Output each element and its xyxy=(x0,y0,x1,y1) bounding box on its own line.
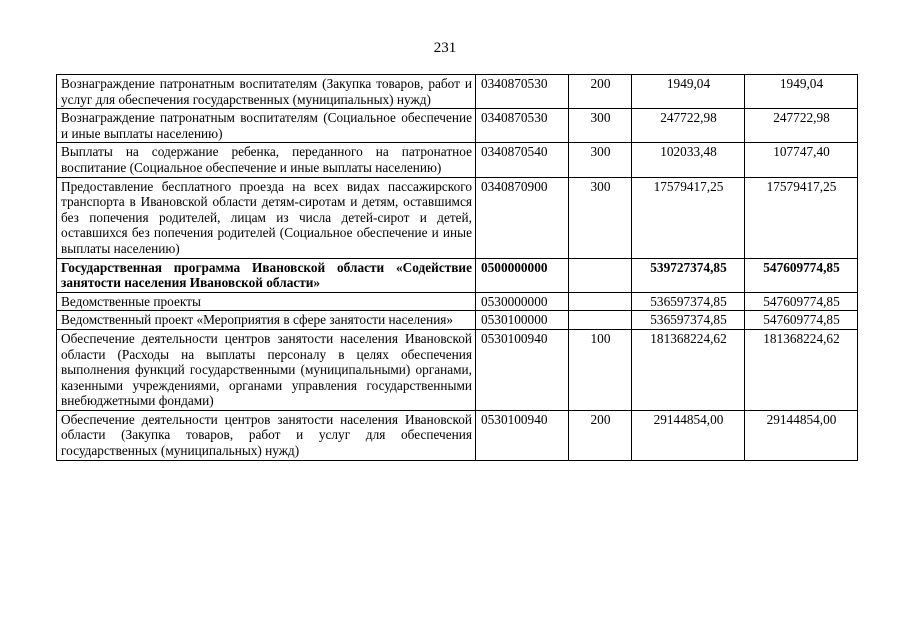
row-name-cell: Предоставление бесплатного проезда на всех видах пассажирского транспорта в Ивановской области детям-сиротам и детям, оставшимся без попечения родителей, лицам из числа детей-сирот и детей, оставшихся без попечения родителей (Социальное обеспечение и иные выплаты населению) xyxy=(57,177,476,258)
row-amount-year1-cell: 536597374,85 xyxy=(632,311,745,330)
row-name-cell: Обеспечение деятельности центров занятости населения Ивановской области (Закупка товаров, работ и услуг для обеспечения государственных (муниципальных) нужд) xyxy=(57,410,476,460)
row-amount-year2-cell: 547609774,85 xyxy=(745,311,858,330)
row-amount-year1-cell: 17579417,25 xyxy=(632,177,745,258)
row-expense-type-cell xyxy=(569,292,632,311)
row-name-cell: Вознаграждение патронатным воспитателям (Социальное обеспечение и иные выплаты населению) xyxy=(57,109,476,143)
table-row xyxy=(57,329,858,410)
page-number: 231 xyxy=(433,40,457,56)
row-amount-year2-cell: 107747,40 xyxy=(745,143,858,177)
row-code-cell: 0500000000 xyxy=(476,258,569,292)
table-row xyxy=(57,258,858,292)
table-row xyxy=(57,177,858,258)
row-name-cell: Государственная программа Ивановской области «Содействие занятости населения Ивановской области» xyxy=(57,258,476,292)
row-amount-year1-cell: 539727374,85 xyxy=(632,258,745,292)
row-name-cell: Вознаграждение патронатным воспитателям (Закупка товаров, работ и услуг для обеспечения государственных (муниципальных) нужд) xyxy=(57,75,476,109)
row-code-cell: 0530000000 xyxy=(476,292,569,311)
row-code-cell: 0340870530 xyxy=(476,75,569,109)
row-expense-type-cell: 200 xyxy=(569,410,632,460)
row-code-cell: 0340870900 xyxy=(476,177,569,258)
row-amount-year2-cell: 17579417,25 xyxy=(745,177,858,258)
row-amount-year1-cell: 1949,04 xyxy=(632,75,745,109)
row-amount-year2-cell: 1949,04 xyxy=(745,75,858,109)
row-amount-year1-cell: 102033,48 xyxy=(632,143,745,177)
row-code-cell: 0530100000 xyxy=(476,311,569,330)
row-code-cell: 0340870540 xyxy=(476,143,569,177)
row-amount-year2-cell: 181368224,62 xyxy=(745,329,858,410)
row-name-cell: Ведомственные проекты xyxy=(57,292,476,311)
row-expense-type-cell xyxy=(569,258,632,292)
row-name-cell: Ведомственный проект «Мероприятия в сфере занятости населения» xyxy=(57,311,476,330)
row-expense-type-cell: 300 xyxy=(569,143,632,177)
row-amount-year1-cell: 247722,98 xyxy=(632,109,745,143)
row-amount-year2-cell: 247722,98 xyxy=(745,109,858,143)
row-amount-year2-cell: 29144854,00 xyxy=(745,410,858,460)
row-expense-type-cell xyxy=(569,311,632,330)
row-expense-type-cell: 200 xyxy=(569,75,632,109)
budget-table xyxy=(56,74,858,461)
row-expense-type-cell: 300 xyxy=(569,109,632,143)
row-code-cell: 0340870530 xyxy=(476,109,569,143)
row-expense-type-cell: 300 xyxy=(569,177,632,258)
row-code-cell: 0530100940 xyxy=(476,329,569,410)
table-body xyxy=(57,75,858,461)
table-row xyxy=(57,292,858,311)
row-name-cell: Обеспечение деятельности центров занятости населения Ивановской области (Расходы на выплаты персоналу в целях обеспечения выполнения функций государственными (муниципальными) органами, казенными учреждениями, органами управления государственными внебюджетными фондами) xyxy=(57,329,476,410)
table-row xyxy=(57,143,858,177)
row-code-cell: 0530100940 xyxy=(476,410,569,460)
row-expense-type-cell: 100 xyxy=(569,329,632,410)
row-amount-year2-cell: 547609774,85 xyxy=(745,292,858,311)
row-amount-year1-cell: 29144854,00 xyxy=(632,410,745,460)
row-amount-year1-cell: 536597374,85 xyxy=(632,292,745,311)
row-amount-year2-cell: 547609774,85 xyxy=(745,258,858,292)
table-row xyxy=(57,311,858,330)
row-amount-year1-cell: 181368224,62 xyxy=(632,329,745,410)
row-name-cell: Выплаты на содержание ребенка, переданного на патронатное воспитание (Социальное обеспечение и иные выплаты населению) xyxy=(57,143,476,177)
table-row xyxy=(57,109,858,143)
table-row xyxy=(57,410,858,460)
table-row xyxy=(57,75,858,109)
